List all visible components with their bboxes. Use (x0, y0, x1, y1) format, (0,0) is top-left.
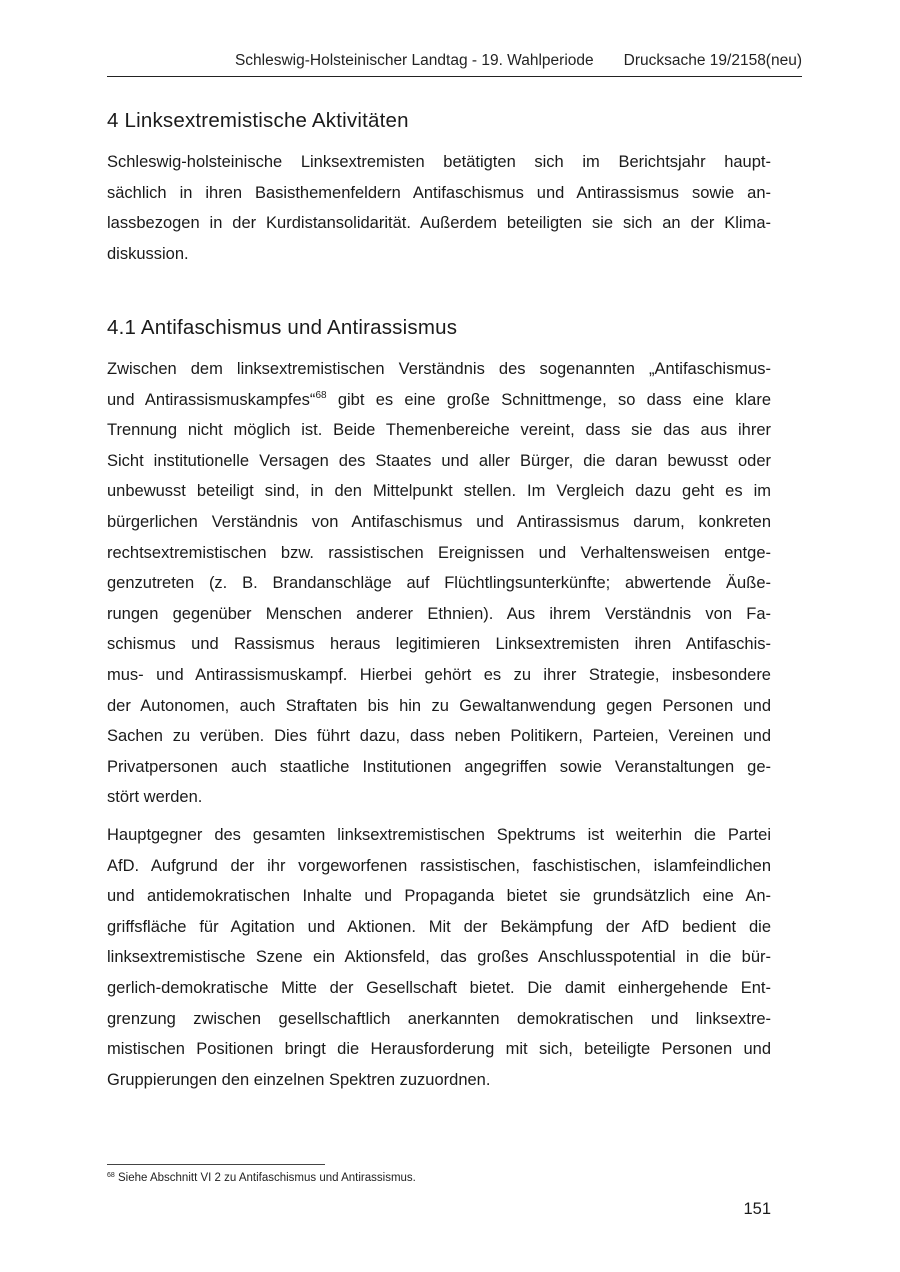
footnote-reference[interactable]: 68 (315, 389, 327, 401)
text-line: genzutreten (z. B. Brandanschläge auf Flüchtlingsunterkünfte; abwertende Äuße- (107, 574, 771, 593)
text-line: lassbezogen in der Kurdistansolidarität. Außerdem beteiligten sie sich an der Klima- (107, 214, 771, 233)
header-rule (107, 76, 802, 77)
text-line: griffsfläche für Agitation und Aktionen. Mit der Bekämpfung der AfD bedient die (107, 917, 771, 936)
text-line: Trennung nicht möglich ist. Beide Themenbereiche vereint, dass sie das aus ihrer (107, 421, 771, 440)
header-title: Schleswig-Holsteinischer Landtag - 19. Wahlperiode (234, 52, 594, 69)
text-line: gerlich-demokratische Mitte der Gesellschaft bietet. Die damit einhergehende Ent- (107, 978, 771, 997)
text-line: Zwischen dem linksextremistischen Verständnis des sogenannten „Antifaschismus- (107, 360, 771, 378)
text-line: und antidemokratischen Inhalte und Propaganda bietet sie grundsätzlich eine An- (107, 887, 771, 906)
header-doc-ref: Drucksache 19/2158(neu) (623, 52, 802, 69)
text-line: mus- und Antirassismuskampf. Hierbei gehört es zu ihrer Strategie, insbesondere (107, 665, 771, 684)
page-number: 151 (743, 1200, 771, 1218)
section-heading-4: 4 Linksextremistische Aktivitäten (107, 109, 409, 132)
text-line: stört werden. (107, 788, 203, 807)
section-4-1-paragraph-2 (107, 820, 771, 1095)
page-header (107, 50, 802, 72)
text-line: schismus und Rassismus heraus legitimieren Linksextremisten ihren Antifaschis- (107, 635, 771, 654)
text-line: Privatpersonen auch staatliche Institutionen angegriffen sowie Veranstaltungen ge- (107, 757, 771, 776)
text-line: Sicht institutionelle Versagen des Staates und aller Bürger, die daran bewusst oder (107, 451, 771, 470)
footnote-divider (107, 1164, 325, 1165)
section-4-paragraph (107, 147, 771, 269)
text-segment: und Antirassismuskampfes“ (107, 390, 316, 409)
text-line: grenzung zwischen gesellschaftlich anerkannten demokratischen und linksextre- (107, 1009, 771, 1028)
text-line: Sachen zu verüben. Dies führt dazu, dass neben Politikern, Parteien, Vereinen und (107, 727, 771, 746)
text-line: diskussion. (107, 244, 189, 263)
text-line: der Autonomen, auch Straftaten bis hin zu Gewaltanwendung gegen Personen und (107, 696, 771, 715)
text-line: unbewusst beteiligt sind, in den Mittelpunkt stellen. Im Vergleich dazu geht es im (107, 482, 771, 501)
section-4-1-paragraph-1 (107, 354, 771, 813)
text-line: rechtsextremistischen bzw. rassistischen Ereignissen und Verhaltensweisen entge- (107, 543, 771, 562)
footnote (107, 1170, 416, 1186)
text-line: sächlich in ihren Basisthemenfeldern Antifaschismus und Antirassismus sowie an- (107, 183, 771, 202)
text-line: Hauptgegner des gesamten linksextremistischen Spektrums ist weiterhin die Partei (107, 826, 771, 844)
text-line: Schleswig-holsteinische Linksextremisten betätigten sich im Berichtsjahr haupt- (107, 153, 771, 171)
footnote-text: Siehe Abschnitt VI 2 zu Antifaschismus und Antirassismus. (114, 1172, 416, 1184)
text-line: mistischen Positionen bringt die Herausforderung mit sich, beteiligte Personen und (107, 1040, 771, 1059)
text-line: rungen gegenüber Menschen anderer Ethnien). Aus ihrem Verständnis von Fa- (107, 604, 771, 623)
footnote-number: 68 (107, 1172, 115, 1179)
text-line: linksextremistische Szene ein Aktionsfeld, das großes Anschlusspotential in die bür- (107, 948, 771, 967)
text-line: AfD. Aufgrund der ihr vorgeworfenen rassistischen, faschistischen, islamfeindlichen (107, 856, 771, 875)
text-line-with-footnote (107, 385, 771, 416)
text-line: Gruppierungen den einzelnen Spektren zuzuordnen. (107, 1070, 491, 1089)
text-line: bürgerlichen Verständnis von Antifaschismus und Antirassismus darum, konkreten (107, 512, 771, 531)
text-segment: gibt es eine große Schnittmenge, so dass eine klare (326, 390, 771, 409)
section-heading-4-1: 4.1 Antifaschismus und Antirassismus (107, 316, 458, 339)
